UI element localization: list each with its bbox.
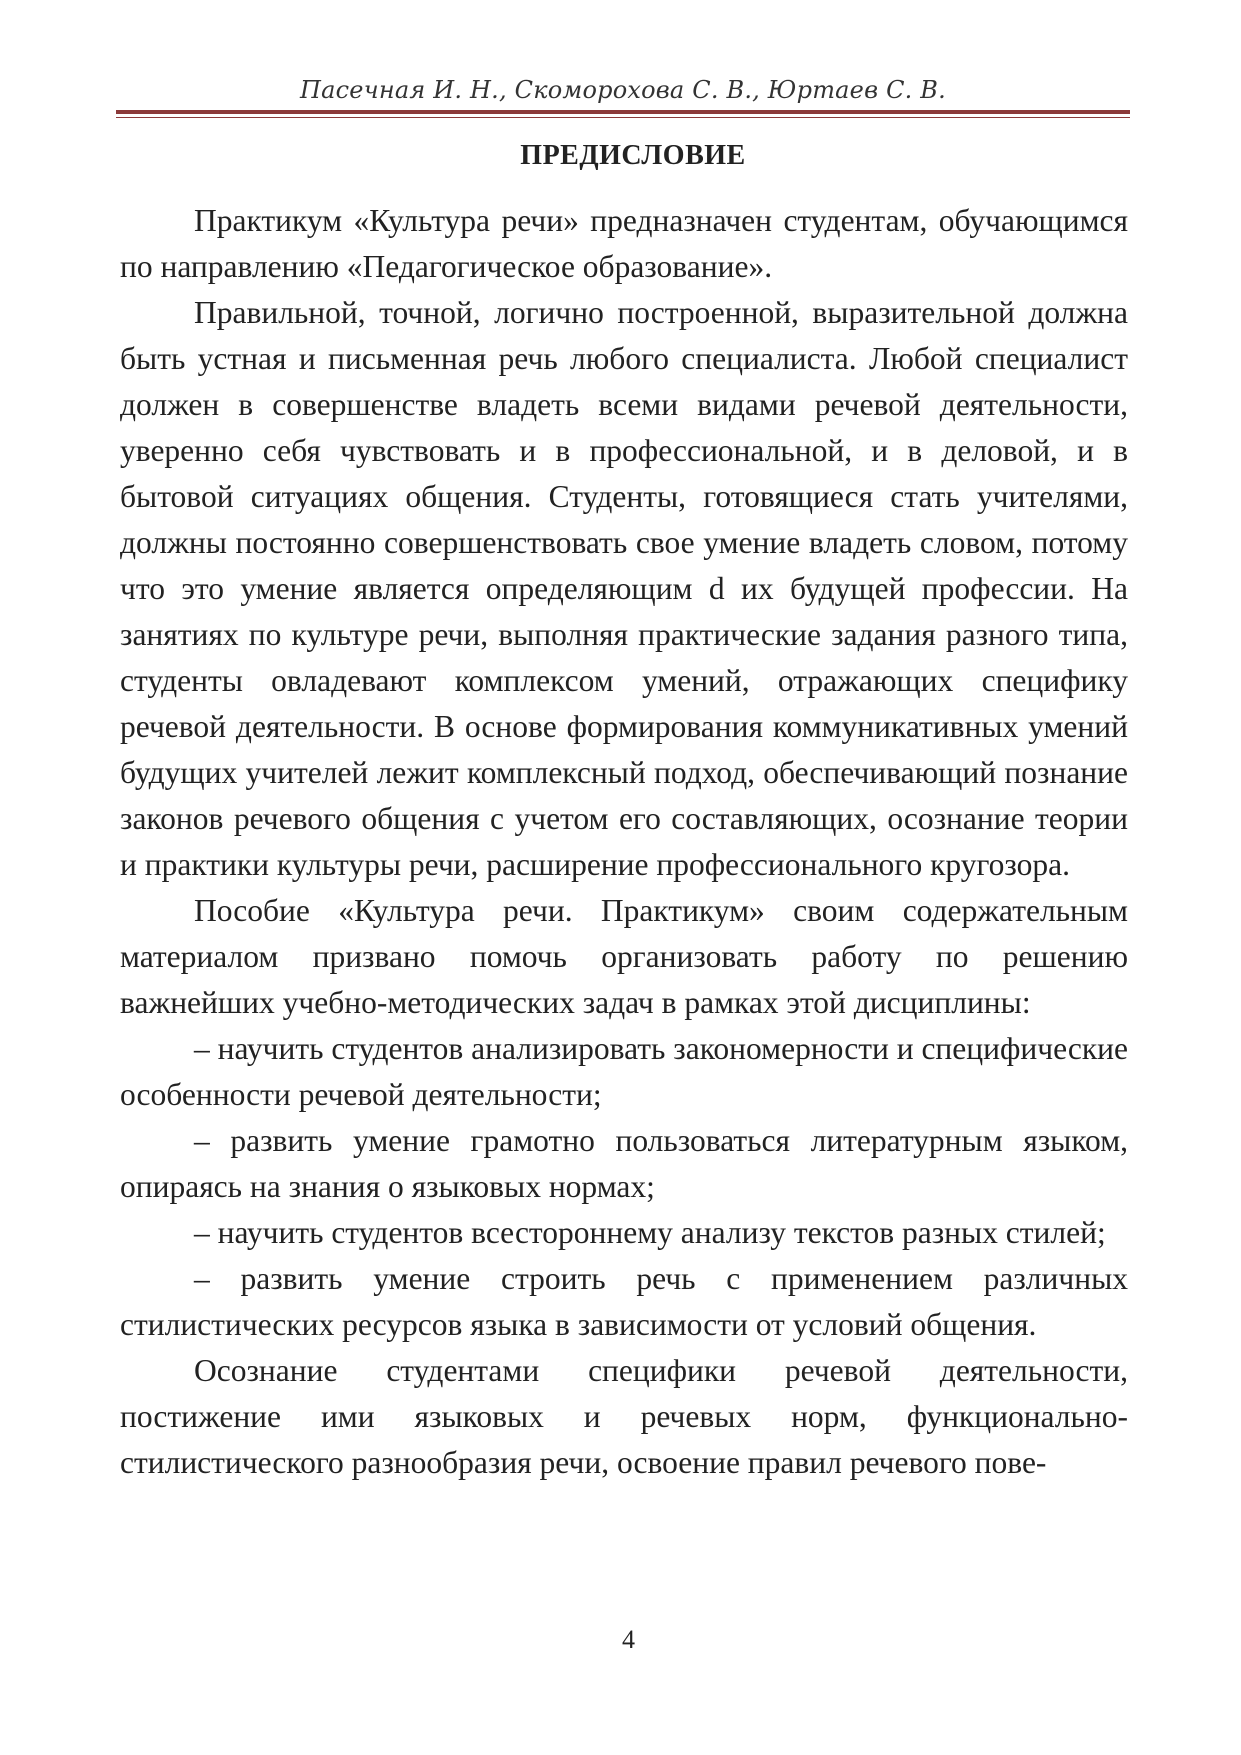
page-number: 4 <box>622 1625 635 1654</box>
header-rule-thin <box>116 117 1130 118</box>
paragraph-intro: Практикум «Культура речи» предназначен студентам, обучающимся по направлению «Педагогическое образование». <box>120 203 1128 284</box>
list-item-text-analysis: – научить студентов всестороннему анализу текстов разных стилей; <box>194 1215 1106 1250</box>
running-header-authors: Пасечная И. Н., Скоморохова С. В., Юртаев С. В. <box>300 76 946 104</box>
list-item-literary-language: – развить умение грамотно пользоваться литературным языком, опираясь на знания о языковых нормах; <box>120 1123 1128 1204</box>
section-title: ПРЕДИСЛОВИЕ <box>520 140 746 171</box>
paragraph-manual-purpose: Пособие «Культура речи. Практикум» своим содержательным материалом призвано помочь организовать работу по решению важнейших учебно-методических задач в рамках этой дисциплины: <box>120 893 1128 1020</box>
list-item-analyze: – научить студентов анализировать закономерности и специфические особенности речевой деятельности; <box>120 1031 1128 1112</box>
page-content <box>120 140 1128 1486</box>
header-rule-thick <box>116 110 1130 114</box>
paragraph-speech-culture: Правильной, точной, логично построенной, выразительной должна быть устная и письменная речь любого специалиста. Любой специалист должен в совершенстве владеть всеми видами речевой деятельности, уверенно себя чувствовать и в профессиональной, и в деловой, и в бытовой ситуациях общения. Студенты, готовящиеся стать учителями, должны постоянно совершенствовать свое умение владеть словом, потому что это умение является определяющим d их будущей профессии. На занятиях по культуре речи, выполняя практические задания разного типа, студенты овладевают комплексом умений, отражающих специфику речевой деятельности. В основе формирования коммуникативных умений будущих учителей лежит комплексный подход, обеспечивающий познание законов речевого общения с учетом его составляющих, осознание теории и практики культуры речи, расширение профессионального кругозора. <box>120 295 1128 882</box>
list-item-stylistic-resources: – развить умение строить речь с применением различных стилистических ресурсов языка в зависимости от условий общения. <box>120 1261 1128 1342</box>
paragraph-conclusion: Осознание студентами специфики речевой деятельности, постижение ими языковых и речевых норм, функционально-стилистического разнообразия речи, освоение правил речевого пове- <box>120 1353 1128 1480</box>
